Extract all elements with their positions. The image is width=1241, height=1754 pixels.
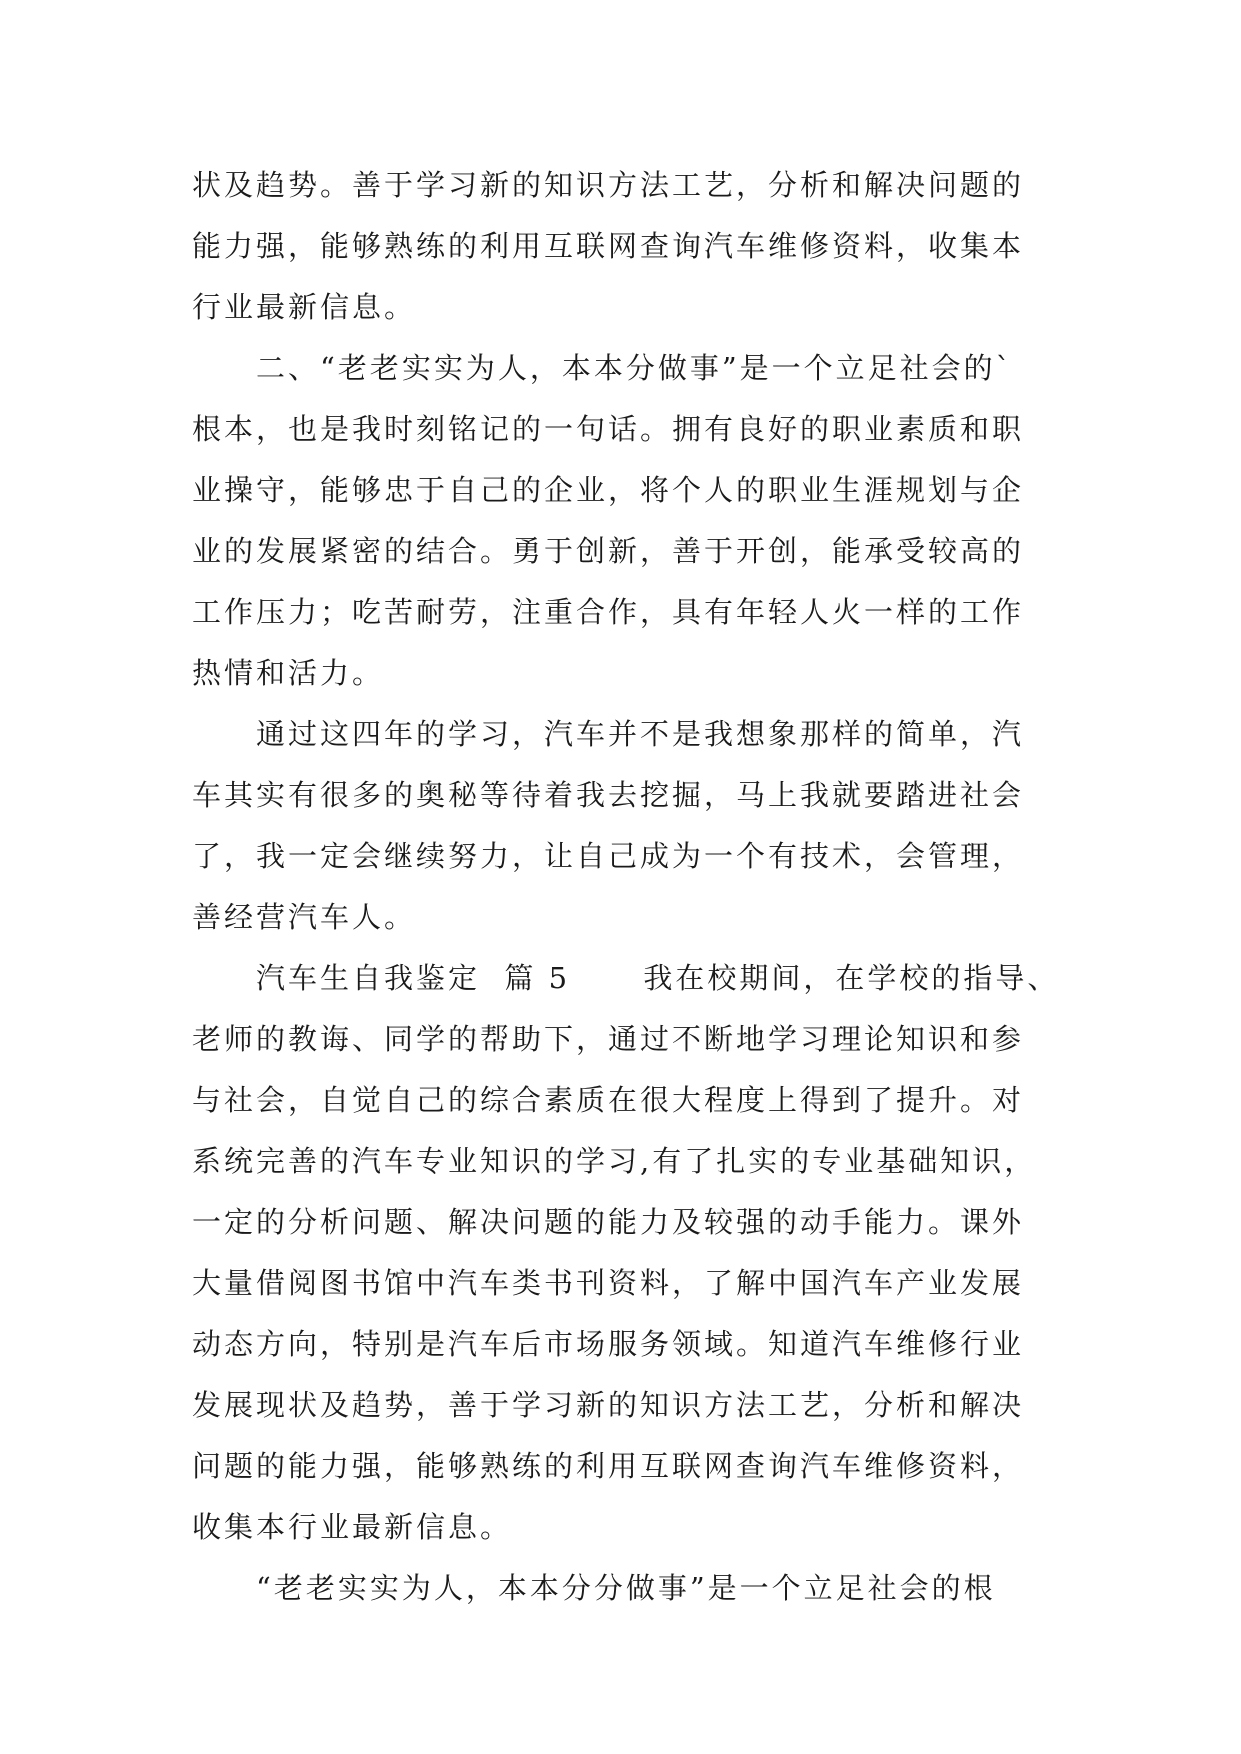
paragraph-work-ethic bbox=[192, 338, 1092, 704]
text-line: 业操守，能够忠于自己的企业，将个人的职业生涯规划与企 bbox=[192, 473, 1025, 507]
text-line: 与社会，自觉自己的综合素质在很大程度上得到了提升。对 bbox=[192, 1083, 1025, 1117]
text-line: 一定的分析问题、解决问题的能力及较强的动手能力。课外 bbox=[192, 1205, 1025, 1239]
text-line: 问题的能力强，能够熟练的利用互联网查询汽车维修资料， bbox=[192, 1449, 1025, 1483]
text-line: 能力强，能够熟练的利用互联网查询汽车维修资料，收集本 bbox=[192, 229, 1025, 263]
text-line: 了，我一定会继续努力，让自己成为一个有技术，会管理， bbox=[192, 839, 1025, 873]
text-line: 通过这四年的学习，汽车并不是我想象那样的简单，汽 bbox=[192, 717, 1025, 751]
text-line: “老老实实为人，本本分分做事”是一个立足社会的根 bbox=[192, 1571, 996, 1605]
text-line: 热情和活力。 bbox=[192, 656, 385, 690]
text-line: 根本，也是我时刻铭记的一句话。拥有良好的职业素质和职 bbox=[192, 412, 1025, 446]
text-line: 发展现状及趋势，善于学习新的知识方法工艺，分析和解决 bbox=[192, 1388, 1025, 1422]
document-body bbox=[192, 155, 1092, 1619]
text-line: 车其实有很多的奥秘等待着我去挖掘，马上我就要踏进社会 bbox=[192, 778, 1025, 812]
text-line: 状及趋势。善于学习新的知识方法工艺，分析和解决问题的 bbox=[192, 168, 1025, 202]
text-line: 老师的教诲、同学的帮助下，通过不断地学习理论知识和参 bbox=[192, 1022, 1025, 1056]
paragraph-article-5 bbox=[192, 948, 1092, 1558]
text-line: 系统完善的汽车专业知识的学习,有了扎实的专业基础知识， bbox=[192, 1144, 1037, 1178]
paragraph-four-years bbox=[192, 704, 1092, 948]
paragraph-closing-quote bbox=[192, 1558, 1092, 1619]
text-line: 汽车生自我鉴定 篇 5 我在校期间，在学校的指导、 bbox=[192, 961, 1060, 995]
paragraph-trend-summary bbox=[192, 155, 1092, 338]
text-line: 二、“老老实实为人，本本分做事”是一个立足社会的` bbox=[192, 351, 1014, 385]
text-line: 业的发展紧密的结合。勇于创新，善于开创，能承受较高的 bbox=[192, 534, 1025, 568]
text-line: 工作压力；吃苦耐劳，注重合作，具有年轻人火一样的工作 bbox=[192, 595, 1025, 629]
text-line: 大量借阅图书馆中汽车类书刊资料，了解中国汽车产业发展 bbox=[192, 1266, 1025, 1300]
text-line: 行业最新信息。 bbox=[192, 290, 417, 324]
text-line: 收集本行业最新信息。 bbox=[192, 1510, 513, 1544]
text-line: 善经营汽车人。 bbox=[192, 900, 417, 934]
text-line: 动态方向，特别是汽车后市场服务领域。知道汽车维修行业 bbox=[192, 1327, 1025, 1361]
